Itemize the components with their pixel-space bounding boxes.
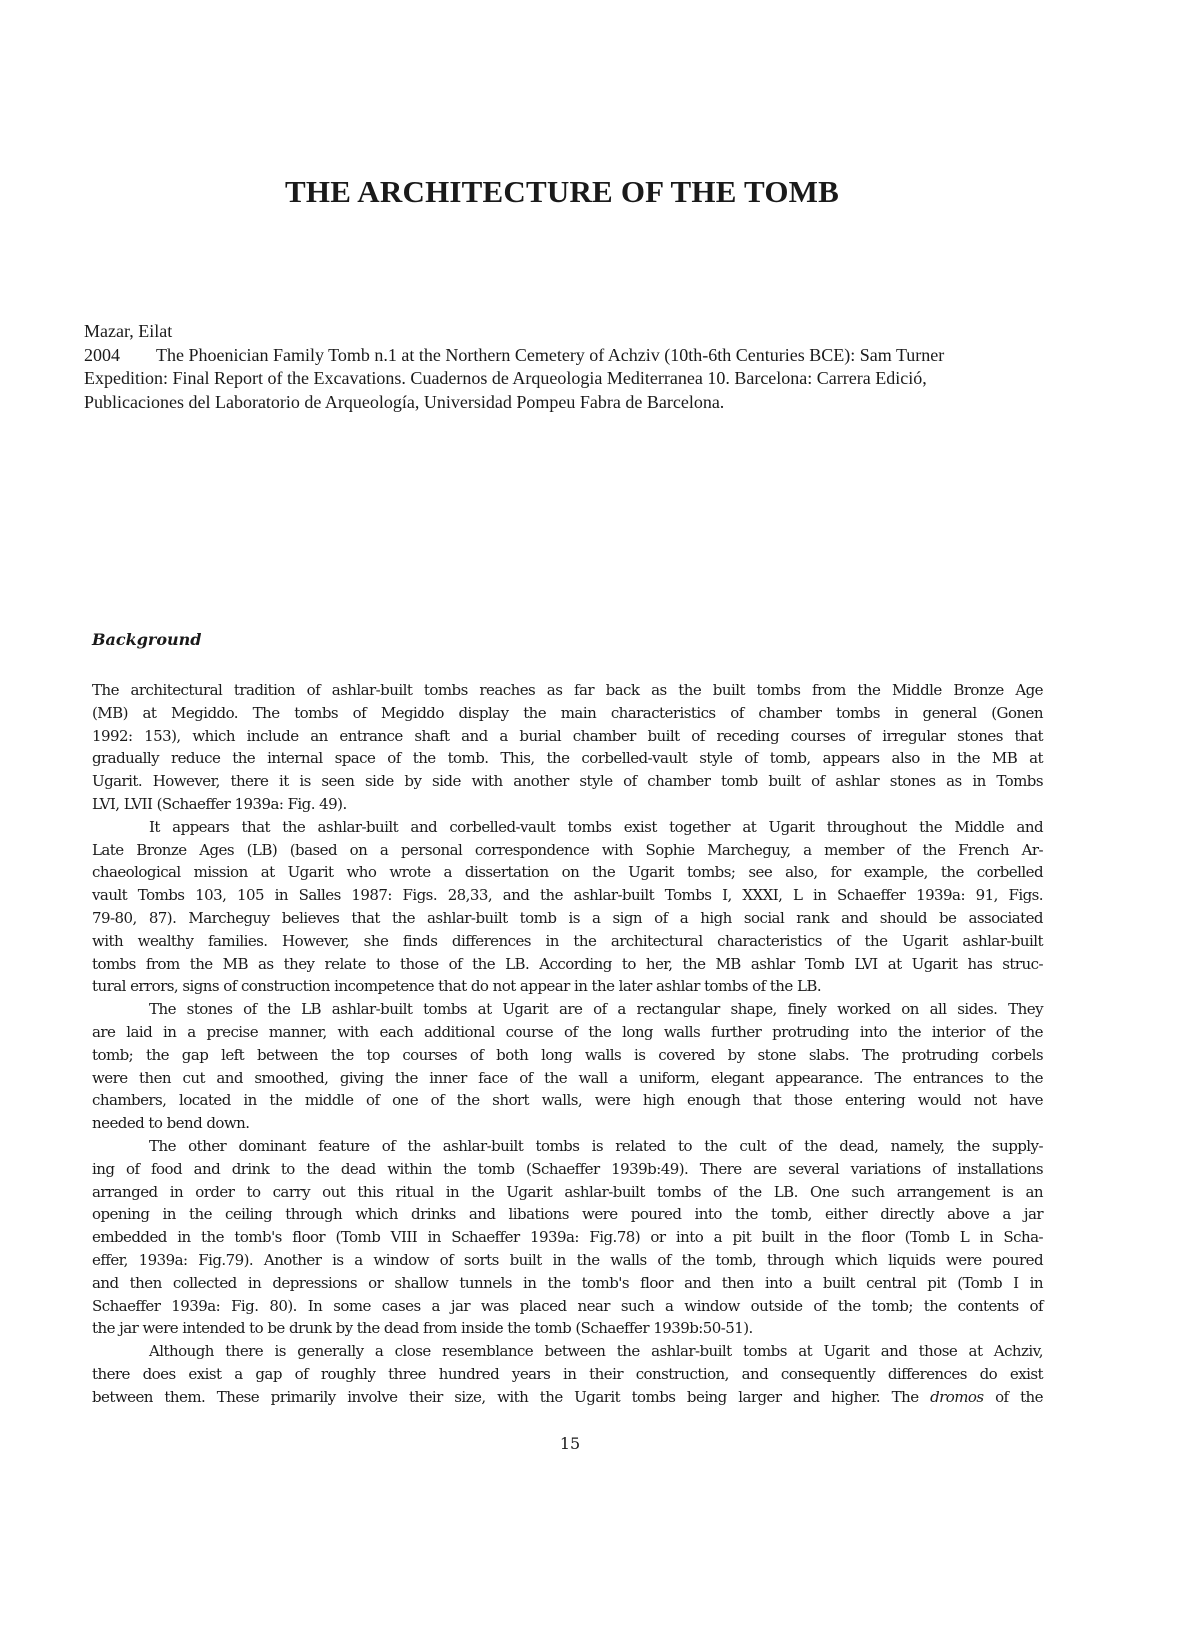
text-line: opening in the ceiling through which drinks and libations were poured into the tomb, either directly above a jar [92,1205,1043,1224]
text-line: embedded in the tomb's floor (Tomb VIII in Schaeffer 1939a: Fig.78) or into a pit built in the floor (Tomb L in Scha- [92,1228,1043,1247]
text-line: tombs from the MB as they relate to those of the LB. According to her, the MB ashlar Tomb LVI at Ugarit has struc- [92,954,1043,973]
text-line: Although there is generally a close resemblance between the ashlar-built tombs at Ugarit and those at Achziv, [149,1342,1043,1361]
paragraph [92,1135,1043,1340]
text-line: gradually reduce the internal space of the tomb. This, the corbelled-vault style of tomb, appears also in the MB at [92,749,1043,768]
text-line: The other dominant feature of the ashlar-built tombs is related to the cult of the dead, namely, the supply- [149,1136,1043,1155]
italic-term: dromos [930,1387,984,1406]
text-line: chaeological mission at Ugarit who wrote a dissertation on the Ugarit tombs; see also, for example, the corbelled [92,863,1043,882]
text-line: there does exist a gap of roughly three hundred years in their construction, and consequently differences do exist [92,1364,1043,1383]
text-line: It appears that the ashlar-built and corbelled-vault tombs exist together at Ugarit throughout the Middle and [149,817,1043,836]
text-line: tural errors, signs of construction incompetence that do not appear in the later ashlar tombs of the LB. [92,977,822,996]
text-line: effer, 1939a: Fig.79). Another is a window of sorts built in the walls of the tomb, through which liquids were poured [92,1250,1043,1269]
text-line: (MB) at Megiddo. The tombs of Megiddo display the main characteristics of chamber tombs in general (Gonen [92,703,1043,722]
reference-title: The Phoenician Family Tomb n.1 at the Northern Cemetery of Achziv (10th-6th Centuries BCE): Sam Turner [156,344,945,365]
text-line: chambers, located in the middle of one of the short walls, were high enough that those entering would not have [92,1091,1043,1110]
reference-line-2: Expedition: Final Report of the Excavations. Cuadernos de Arqueologia Mediterranea 10. Barcelona: Carrera Edició, [84,368,927,388]
bibliographic-reference [84,320,1044,414]
text-line: 1992: 153), which include an entrance shaft and a burial chamber built of receding courses of irregular stones that [92,726,1043,745]
text-line: Schaeffer 1939a: Fig. 80). In some cases a jar was placed near such a window outside of the tomb; the contents of [92,1296,1043,1315]
text-line: ing of food and drink to the dead within the tomb (Schaeffer 1939b:49). There are several variations of installations [92,1159,1043,1178]
text-line: arranged in order to carry out this ritual in the Ugarit ashlar-built tombs of the LB. One such arrangement is an [92,1182,1043,1201]
text-line: The stones of the LB ashlar-built tombs at Ugarit are of a rectangular shape, finely worked on all sides. They [149,1000,1043,1019]
paragraph [92,816,1043,998]
text-line: 79-80, 87). Marcheguy believes that the ashlar-built tomb is a sign of a high social rank and should be associated [92,908,1043,927]
text-line: The architectural tradition of ashlar-built tombs reaches as far back as the built tombs from the Middle Bronze Age [92,681,1043,699]
text-line: are laid in a precise manner, with each additional course of the long walls further protruding into the interior of the [92,1022,1043,1041]
reference-year: 2004 [84,344,120,365]
text-line: and then collected in depressions or shallow tunnels in the tomb's floor and then into a built central pit (Tomb I in [92,1273,1043,1292]
paragraph [92,1340,1043,1408]
reference-line-1 [84,344,1044,368]
reference-author: Mazar, Eilat [84,321,173,341]
reference-line-3: Publicaciones del Laboratorio de Arqueología, Universidad Pompeu Fabra de Barcelona. [84,391,725,412]
paragraph [92,679,1043,816]
text-line: Late Bronze Ages (LB) (based on a personal correspondence with Sophie Marcheguy, a member of the French Ar- [92,840,1043,859]
page-title: THE ARCHITECTURE OF THE TOMB [285,174,839,209]
paragraph [92,998,1043,1135]
page-number: 15 [559,1434,581,1453]
body-text [92,679,1043,1409]
text-line: LVI, LVII (Schaeffer 1939a: Fig. 49). [92,794,347,813]
text-line: the jar were intended to be drunk by the dead from inside the tomb (Schaeffer 1939b:50-51). [92,1319,753,1338]
text-line: vault Tombs 103, 105 in Salles 1987: Figs. 28,33, and the ashlar-built Tombs I, XXXI, L in Schaeffer 1939a: 91, Figs. [92,886,1043,905]
text-line: between them. These primarily involve their size, with the Ugarit tombs being larger and higher. The dromos of the [92,1387,1043,1406]
text-line: tomb; the gap left between the top courses of both long walls is covered by stone slabs. The protruding corbels [92,1045,1043,1064]
section-heading: Background [92,630,202,649]
text-line: needed to bend down. [92,1114,250,1133]
text-line: were then cut and smoothed, giving the inner face of the wall a uniform, elegant appearance. The entrances to the [92,1068,1043,1087]
text-line: Ugarit. However, there it is seen side by side with another style of chamber tomb built of ashlar stones as in Tombs [92,772,1043,791]
text-line: with wealthy families. However, she finds differences in the architectural characteristics of the Ugarit ashlar-built [92,931,1043,950]
